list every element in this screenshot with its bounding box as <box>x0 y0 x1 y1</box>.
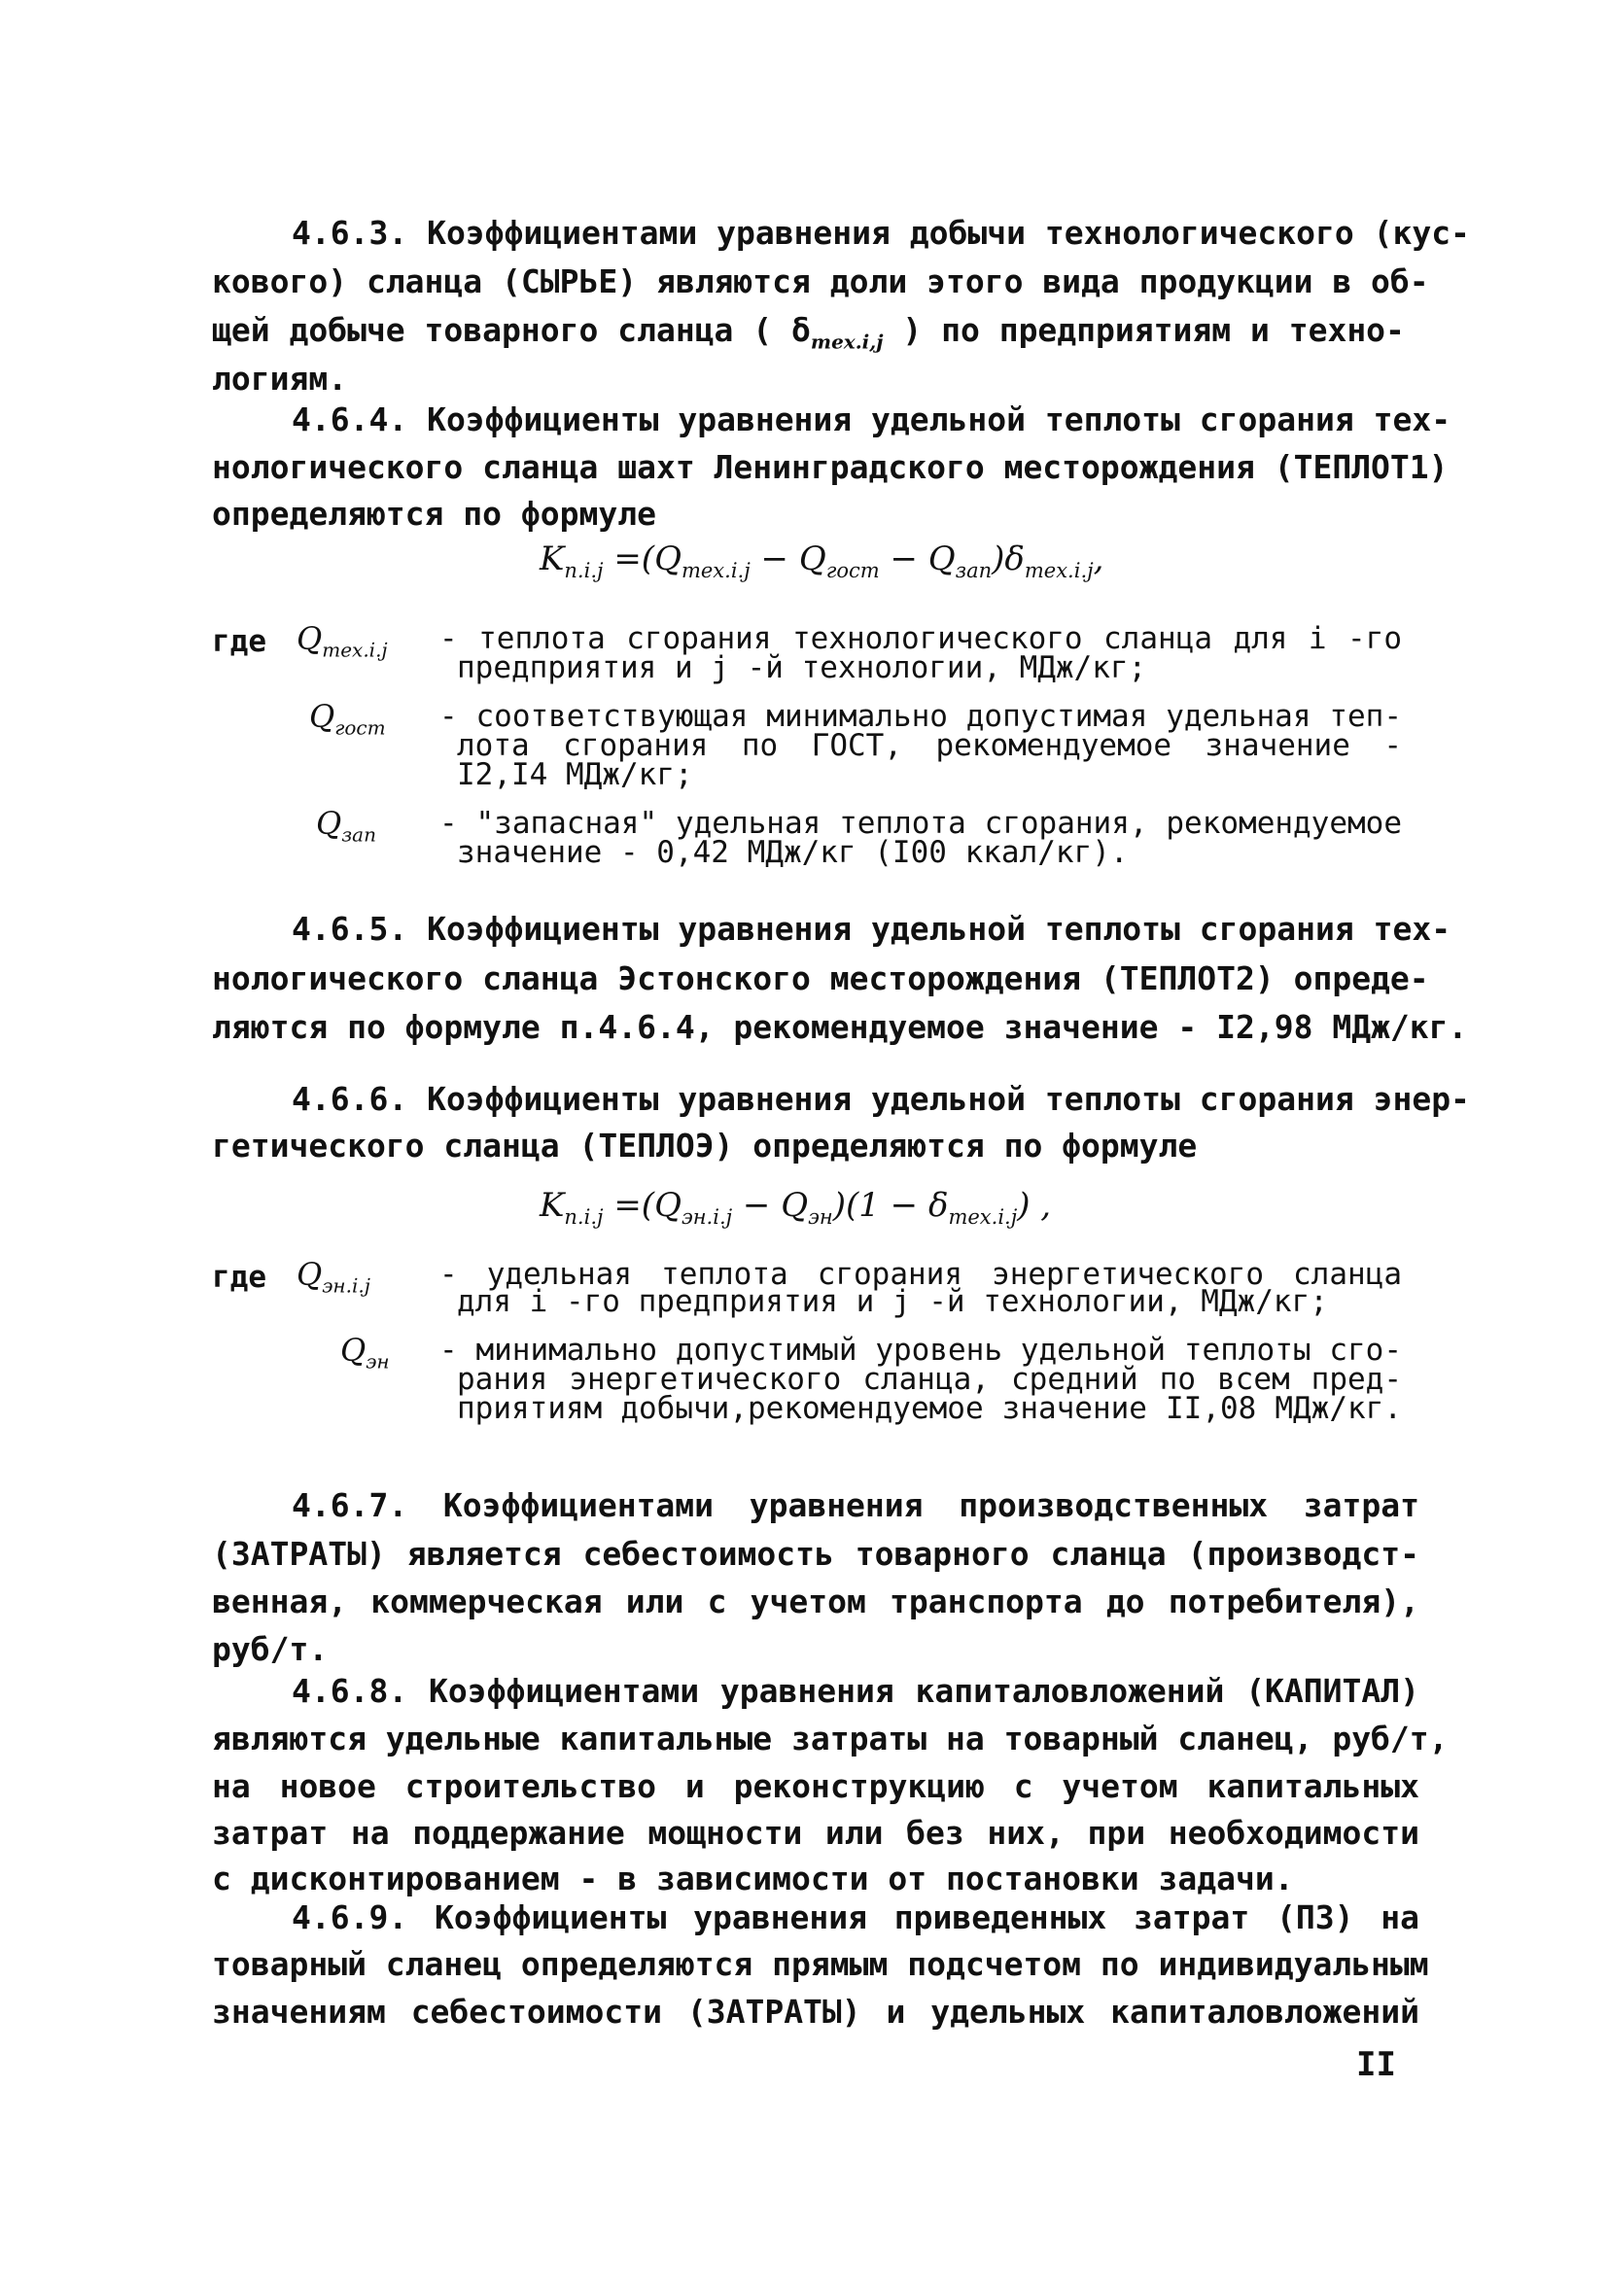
paragraph-4-6-7-line: (ЗАТРАТЫ) является себестоимость товарного сланца (производст- <box>212 1535 1419 1573</box>
paragraph-4-6-3-line: 4.6.3. Коэффициентами уравнения добычи технологического (кус- <box>292 214 1470 252</box>
formula-teploe: $K_{п.i.j} =(Q_{эн.i.j} - Q_{эн})(1 - \delta_{тех.i.j})$ , <box>540 1186 1052 1229</box>
definition-line: предприятия и j -й технологии, МДж/кг; <box>457 650 1147 685</box>
symbol-q-en: $Q_{эн}$ <box>340 1332 390 1374</box>
paragraph-4-6-6-line: 4.6.6. Коэффициенты уравнения удельной теплоты сгорания энер- <box>292 1080 1470 1118</box>
symbol-q-zap: $Q_{зап}$ <box>316 805 376 847</box>
where-label: где <box>212 1260 266 1295</box>
formula-teplot1: $K_{п.i.j} =(Q_{тех.i.j} - Q_{гост} - Q_{зап})\delta_{тех.i.j}$, <box>540 539 1104 582</box>
paragraph-4-6-4-line: определяются по формуле <box>212 495 656 533</box>
paragraph-4-6-8-line: затрат на поддержание мощности или без них, при необходимости <box>212 1814 1419 1852</box>
paragraph-4-6-9-line: значениям себестоимости (ЗАТРАТЫ) и удельных капиталовложений <box>212 1993 1419 2031</box>
paragraph-4-6-3-line: кового) сланца (СЫРЬЕ) являются доли этого вида продукции в об- <box>212 262 1429 300</box>
paragraph-4-6-9-line: товарный сланец определяются прямым подсчетом по индивидуальным <box>212 1945 1429 1983</box>
definition-line: - удельная теплота сгорания энергетического сланца <box>439 1257 1402 1292</box>
delta-subscript: тех.i,j <box>810 330 884 354</box>
definition-line: I2,I4 МДж/кг; <box>457 757 693 792</box>
paragraph-4-6-5-line: 4.6.5. Коэффициенты уравнения удельной теплоты сгорания тех- <box>292 910 1451 948</box>
definition-line: рания энергетического сланца, средний по всем пред- <box>457 1362 1402 1397</box>
paragraph-4-6-6-line: гетического сланца (ТЕПЛОЭ) определяются по формуле <box>212 1127 1198 1165</box>
paragraph-4-6-3-line <box>212 311 1405 362</box>
definition-line: - теплота сгорания технологического сланца для i -го <box>439 621 1402 656</box>
paragraph-4-6-4-line: нологического сланца шахт Ленинградского месторождения (ТЕПЛОТ1) <box>212 448 1449 486</box>
paragraph-4-6-8-line: на новое строительство и реконструкцию с учетом капитальных <box>212 1767 1419 1805</box>
page-number: II <box>1356 2045 1396 2084</box>
definition-line: для i -го предприятия и j -й технологии, МДж/кг; <box>457 1284 1328 1319</box>
paragraph-4-6-8-line: с дисконтированием - в зависимости от постановки задачи. <box>212 1860 1294 1897</box>
paragraph-4-6-4-line: 4.6.4. Коэффициенты уравнения удельной теплоты сгорания тех- <box>292 400 1451 438</box>
definition-line: значение - 0,42 МДж/кг (I00 ккал/кг). <box>457 835 1129 870</box>
paragraph-4-6-5-line: нологического сланца Эстонского месторождения (ТЕПЛОТ2) опреде- <box>212 959 1429 997</box>
definition-line: - минимально допустимый уровень удельной теплоты сго- <box>439 1333 1402 1368</box>
paragraph-4-6-7-line: венная, коммерческая или с учетом транспорта до потребителя), <box>212 1583 1419 1620</box>
symbol-q-gost: $Q_{гост}$ <box>309 698 386 740</box>
text: щей добыче товарного сланца ( δ <box>212 311 811 349</box>
text: ) по предприятиям и техно- <box>902 311 1405 349</box>
paragraph-4-6-9-line: 4.6.9. Коэффициенты уравнения приведенных затрат (ПЗ) на <box>292 1898 1419 1936</box>
definition-line: лота сгорания по ГОСТ, рекомендуемое значение - <box>457 728 1402 763</box>
paragraph-4-6-8-line: 4.6.8. Коэффициентами уравнения капиталовложений (КАПИТАЛ) <box>292 1672 1419 1710</box>
symbol-q-en-ij: $Q_{эн.i.j}$ <box>297 1256 370 1298</box>
paragraph-4-6-8-line: являются удельные капитальные затраты на товарный сланец, руб/т, <box>212 1720 1449 1757</box>
definition-line: - "запасная" удельная теплота сгорания, рекомендуемое <box>439 806 1402 841</box>
symbol-q-tex: $Q_{тех.i.j}$ <box>297 620 388 662</box>
paragraph-4-6-3-line: логиям. <box>212 360 348 398</box>
definition-line: - соответствующая минимально допустимая удельная теп- <box>439 699 1402 734</box>
paragraph-4-6-5-line: ляются по формуле п.4.6.4, рекомендуемое значение - I2,98 МДж/кг. <box>212 1008 1468 1046</box>
paragraph-4-6-7-line: 4.6.7. Коэффициентами уравнения производственных затрат <box>292 1486 1419 1524</box>
paragraph-4-6-7-line: руб/т. <box>212 1630 329 1668</box>
definition-line: приятиям добычи,рекомендуемое значение II,08 МДж/кг. <box>457 1391 1402 1426</box>
where-label: где <box>212 624 266 659</box>
